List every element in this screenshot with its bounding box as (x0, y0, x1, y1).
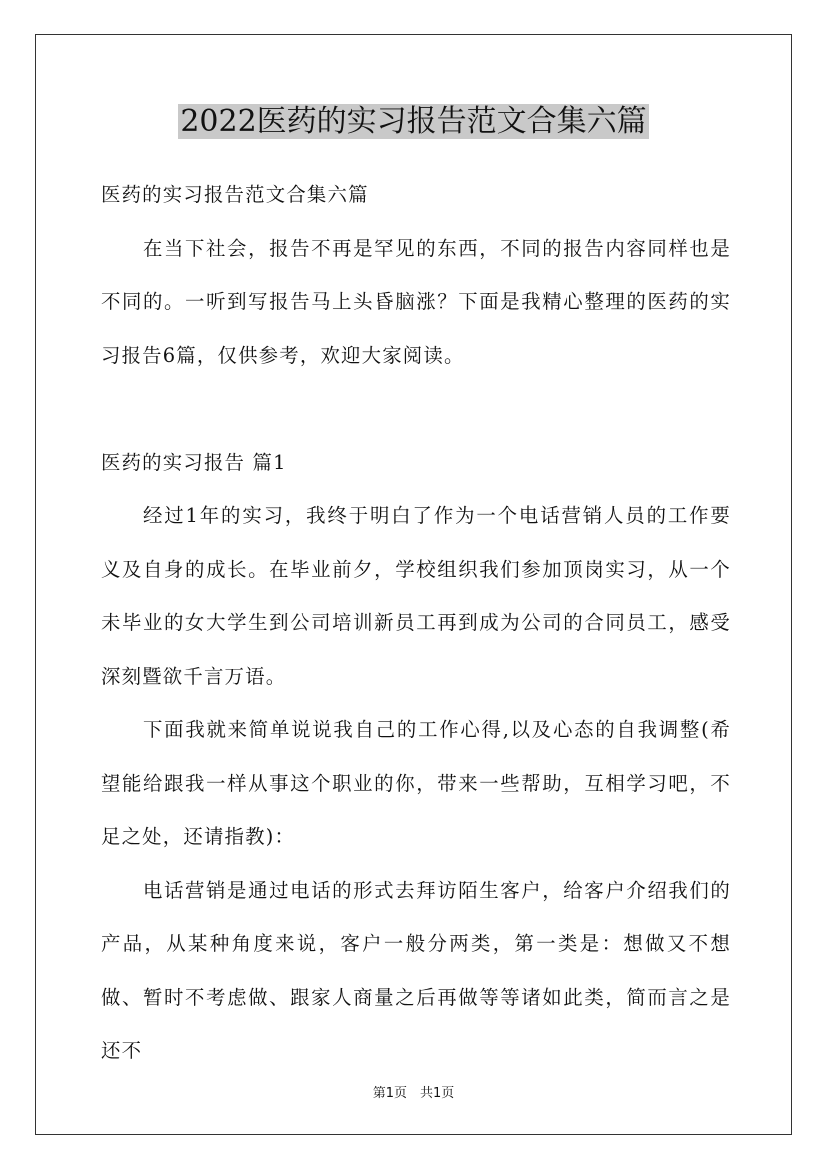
body-paragraph-2: 下面我就来简单说说我自己的工作心得,以及心态的自我调整(希望能给跟我一样从事这个职业的你，带来一些帮助，互相学习吧，不足之处，还请指教)： (101, 718, 731, 848)
document-subtitle: 医药的实习报告范文合集六篇 (101, 183, 369, 206)
document-body (101, 168, 731, 1078)
body-paragraph-3: 电话营销是通过电话的形式去拜访陌生客户，给客户介绍我们的产品，从某种角度来说，客户一般分两类，第一类是：想做又不想做、暂时不考虑做、跟家人商量之后再做等等诸如此类，简而言之是还不 (101, 878, 731, 1062)
page-footer: 第1页 共1页 (372, 1086, 455, 1101)
document-title (0, 100, 827, 144)
body-paragraph-1: 经过1年的实习，我终于明白了作为一个电话营销人员的工作要义及自身的成长。在毕业前夕，学校组织我们参加顶岗实习，从一个未毕业的女大学生到公司培训新员工再到成为公司的合同员工，感受深刻暨欲千言万语。 (101, 504, 731, 688)
section-heading: 医药的实习报告 篇1 (101, 450, 287, 474)
intro-paragraph: 在当下社会，报告不再是罕见的东西，不同的报告内容同样也是不同的。一听到写报告马上头昏脑涨？下面是我精心整理的医药的实习报告6篇，仅供参考，欢迎大家阅读。 (101, 236, 731, 367)
paragraph-spacer (101, 382, 731, 436)
document-title-text: 2022医药的实习报告范文合集六篇 (180, 104, 647, 139)
